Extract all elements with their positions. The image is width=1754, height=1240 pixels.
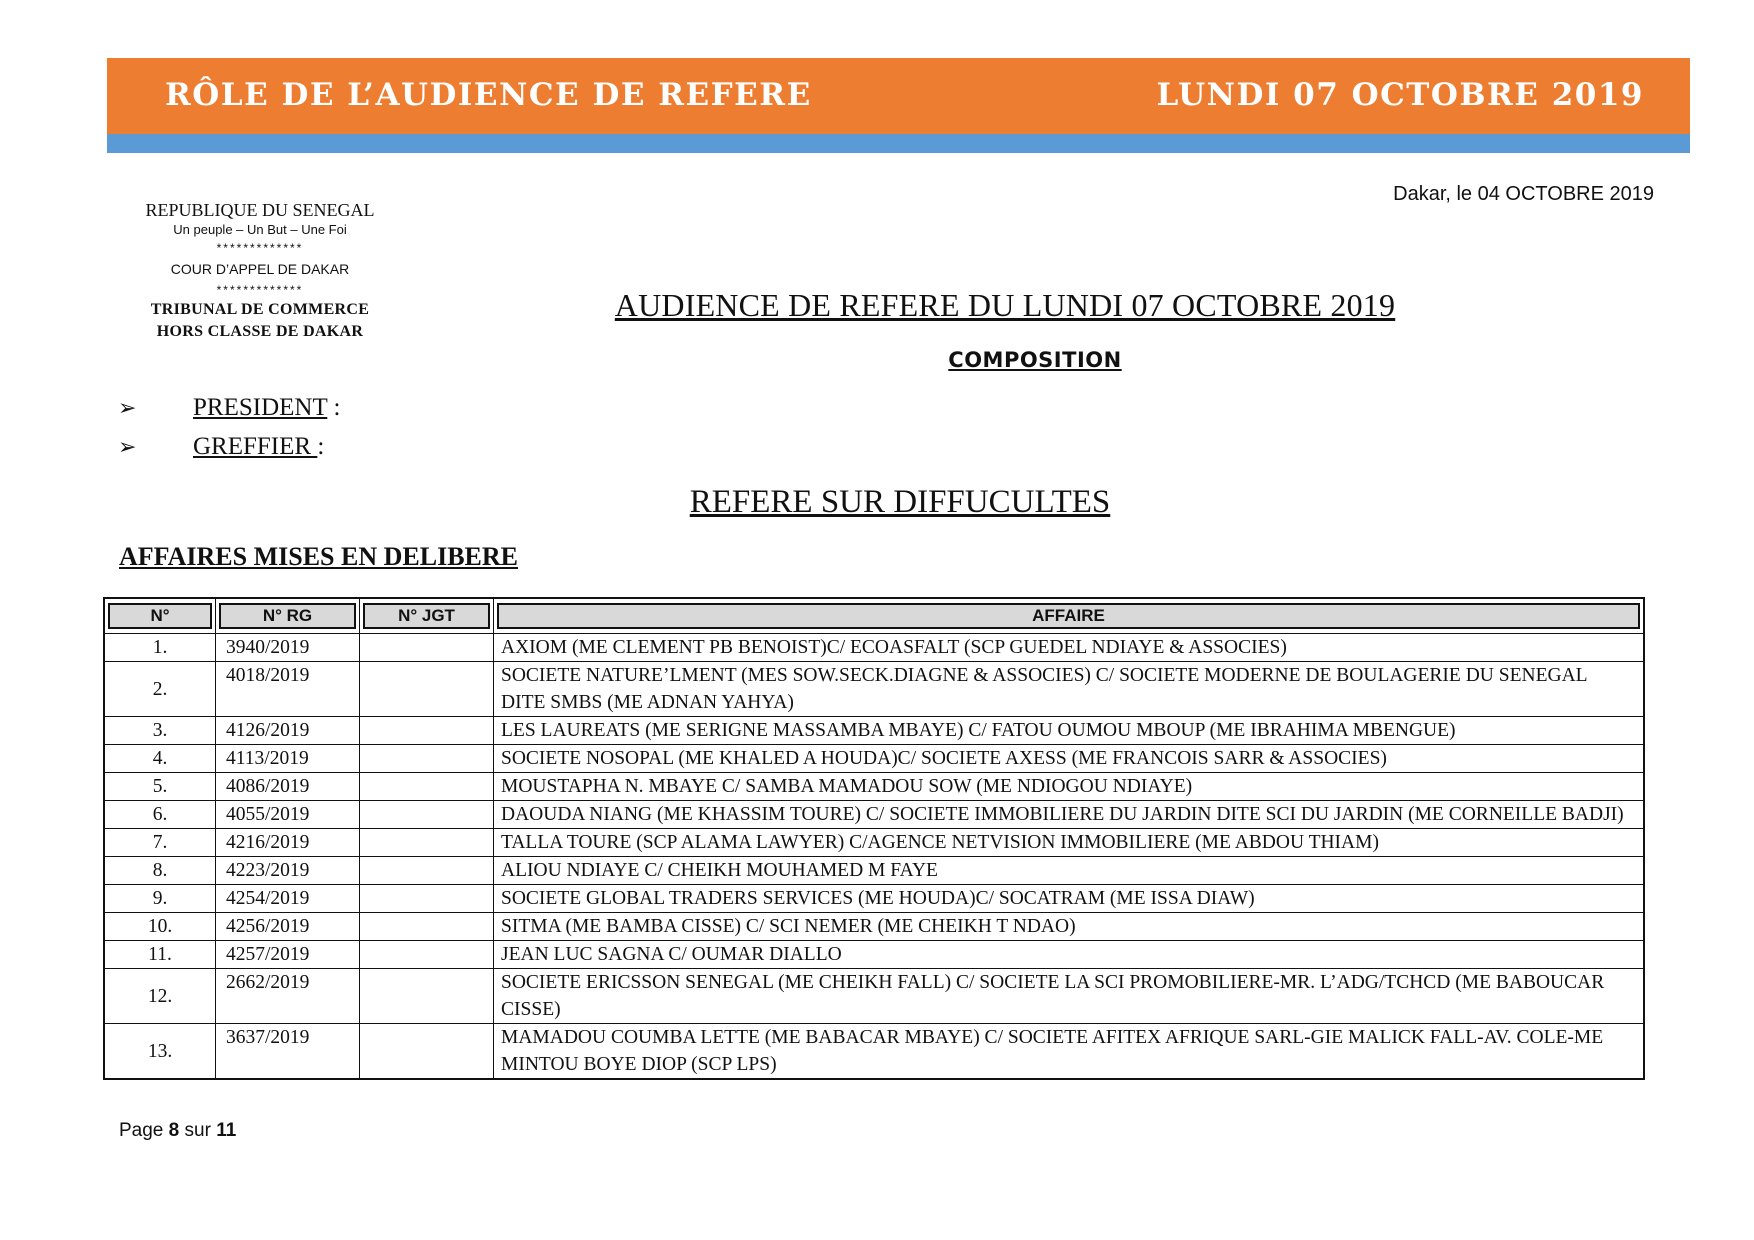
court-seal-block xyxy=(110,199,410,343)
case-affaire: JEAN LUC SAGNA C/ OUMAR DIALLO xyxy=(494,941,1645,969)
dateline: Dakar, le 04 OCTOBRE 2019 xyxy=(1393,183,1654,205)
case-rg-number: 4223/2019 xyxy=(216,857,360,885)
table-row xyxy=(104,857,1644,885)
case-rg-number: 3940/2019 xyxy=(216,634,360,662)
case-affaire: ALIOU NDIAYE C/ CHEIKH MOUHAMED M FAYE xyxy=(494,857,1645,885)
banner-date: LUNDI 07 OCTOBRE 2019 xyxy=(1156,77,1644,113)
role-label: PRESIDENT xyxy=(193,394,328,421)
arrowhead-bullet-icon: ➢ xyxy=(118,435,137,460)
case-rg-number: 4018/2019 xyxy=(216,662,360,717)
case-affaire: AXIOM (ME CLEMENT PB BENOIST)C/ ECOASFALT (SCP GUEDEL NDIAYE & ASSOCIES) xyxy=(494,634,1645,662)
role-greffier xyxy=(118,433,324,461)
case-affaire: SOCIETE NATURE’LMENT (MES SOW.SECK.DIAGNE & ASSOCIES) C/ SOCIETE MODERNE DE BOULAGERIE DU SENEGAL DITE SMBS (ME ADNAN YAHYA) xyxy=(494,662,1645,717)
case-rg-number: 4257/2019 xyxy=(216,941,360,969)
case-jgt-number xyxy=(360,662,494,717)
composition-heading: COMPOSITION xyxy=(948,348,1122,372)
case-rg-number: 3637/2019 xyxy=(216,1024,360,1080)
header-rg: N° RG xyxy=(216,598,360,634)
case-jgt-number xyxy=(360,634,494,662)
case-jgt-number xyxy=(360,717,494,745)
case-jgt-number xyxy=(360,969,494,1024)
national-motto: Un peuple – Un But – Une Foi xyxy=(173,222,347,237)
case-rg-number: 4256/2019 xyxy=(216,913,360,941)
table-row xyxy=(104,1024,1644,1080)
case-affaire: DAOUDA NIANG (ME KHASSIM TOURE) C/ SOCIETE IMMOBILIERE DU JARDIN DITE SCI DU JARDIN (ME CORNEILLE BADJI) xyxy=(494,801,1645,829)
case-affaire: SOCIETE NOSOPAL (ME KHALED A HOUDA)C/ SOCIETE AXESS (ME FRANCOIS SARR & ASSOCIES) xyxy=(494,745,1645,773)
case-number: 7. xyxy=(104,829,216,857)
case-affaire: LES LAUREATS (ME SERIGNE MASSAMBA MBAYE) C/ FATOU OUMOU MBOUP (ME IBRAHIMA MBENGUE) xyxy=(494,717,1645,745)
page-footer: Page 8 sur 11 xyxy=(119,1120,237,1141)
case-rg-number: 4216/2019 xyxy=(216,829,360,857)
role-separator: : xyxy=(327,394,341,421)
case-number: 10. xyxy=(104,913,216,941)
banner-title: RÔLE DE L’AUDIENCE DE REFERE xyxy=(165,77,812,113)
case-jgt-number xyxy=(360,913,494,941)
case-number: 11. xyxy=(104,941,216,969)
case-affaire: MAMADOU COUMBA LETTE (ME BABACAR MBAYE) C/ SOCIETE AFITEX AFRIQUE SARL-GIE MALICK FALL-AV. COLE-ME MINTOU BOYE DIOP (SCP LPS) xyxy=(494,1024,1645,1080)
case-number: 13. xyxy=(104,1024,216,1080)
section-title: REFERE SUR DIFFUCULTES xyxy=(689,484,1111,520)
document-title: AUDIENCE DE REFERE DU LUNDI 07 OCTOBRE 2019 xyxy=(614,287,1396,323)
table-row xyxy=(104,773,1644,801)
table-row xyxy=(104,801,1644,829)
case-jgt-number xyxy=(360,857,494,885)
case-number: 12. xyxy=(104,969,216,1024)
header-number: N° xyxy=(104,598,216,634)
header-affaire: AFFAIRE xyxy=(494,598,1645,634)
total-pages: 11 xyxy=(216,1120,237,1141)
case-jgt-number xyxy=(360,801,494,829)
role-president xyxy=(118,394,340,422)
role-label: GREFFIER xyxy=(193,433,318,460)
case-number: 3. xyxy=(104,717,216,745)
tribunal-name-line1: TRIBUNAL DE COMMERCE xyxy=(150,301,370,318)
table-row xyxy=(104,717,1644,745)
case-number: 9. xyxy=(104,885,216,913)
table-row xyxy=(104,969,1644,1024)
table-row xyxy=(104,662,1644,717)
case-jgt-number xyxy=(360,1024,494,1080)
case-jgt-number xyxy=(360,745,494,773)
separator-stars: ************* xyxy=(216,241,304,255)
case-jgt-number xyxy=(360,829,494,857)
court-name: COUR D’APPEL DE DAKAR xyxy=(170,261,350,277)
case-affaire: MOUSTAPHA N. MBAYE C/ SAMBA MAMADOU SOW (ME NDIOGOU NDIAYE) xyxy=(494,773,1645,801)
cases-table xyxy=(103,597,1645,1080)
banner-stripe xyxy=(107,134,1690,153)
case-jgt-number xyxy=(360,941,494,969)
case-number: 8. xyxy=(104,857,216,885)
case-number: 1. xyxy=(104,634,216,662)
case-number: 6. xyxy=(104,801,216,829)
header-jgt: N° JGT xyxy=(360,598,494,634)
case-rg-number: 4086/2019 xyxy=(216,773,360,801)
case-number: 2. xyxy=(104,662,216,717)
table-row xyxy=(104,941,1644,969)
country-name: REPUBLIQUE DU SENEGAL xyxy=(145,200,375,220)
case-rg-number: 4254/2019 xyxy=(216,885,360,913)
subsection-title: AFFAIRES MISES EN DELIBERE xyxy=(119,542,519,571)
case-rg-number: 4113/2019 xyxy=(216,745,360,773)
table-row xyxy=(104,913,1644,941)
case-affaire: SOCIETE ERICSSON SENEGAL (ME CHEIKH FALL) C/ SOCIETE LA SCI PROMOBILIERE-MR. L’ADG/TCHCD (ME BABOUCAR CISSE) xyxy=(494,969,1645,1024)
case-jgt-number xyxy=(360,773,494,801)
case-rg-number: 4126/2019 xyxy=(216,717,360,745)
arrowhead-bullet-icon: ➢ xyxy=(118,396,137,421)
case-affaire: SITMA (ME BAMBA CISSE) C/ SCI NEMER (ME CHEIKH T NDAO) xyxy=(494,913,1645,941)
table-row xyxy=(104,829,1644,857)
table-header-row xyxy=(104,598,1644,634)
case-affaire: TALLA TOURE (SCP ALAMA LAWYER) C/AGENCE NETVISION IMMOBILIERE (ME ABDOU THIAM) xyxy=(494,829,1645,857)
case-rg-number: 2662/2019 xyxy=(216,969,360,1024)
separator-stars: ************* xyxy=(216,283,304,297)
header-banner xyxy=(107,58,1690,134)
table-row xyxy=(104,634,1644,662)
case-number: 5. xyxy=(104,773,216,801)
case-rg-number: 4055/2019 xyxy=(216,801,360,829)
current-page: 8 xyxy=(168,1120,180,1141)
tribunal-name-line2: HORS CLASSE DE DAKAR xyxy=(156,323,364,340)
case-jgt-number xyxy=(360,885,494,913)
table-body xyxy=(104,634,1644,1080)
table-row xyxy=(104,745,1644,773)
role-separator: : xyxy=(317,433,325,460)
case-number: 4. xyxy=(104,745,216,773)
case-affaire: SOCIETE GLOBAL TRADERS SERVICES (ME HOUDA)C/ SOCATRAM (ME ISSA DIAW) xyxy=(494,885,1645,913)
table-row xyxy=(104,885,1644,913)
